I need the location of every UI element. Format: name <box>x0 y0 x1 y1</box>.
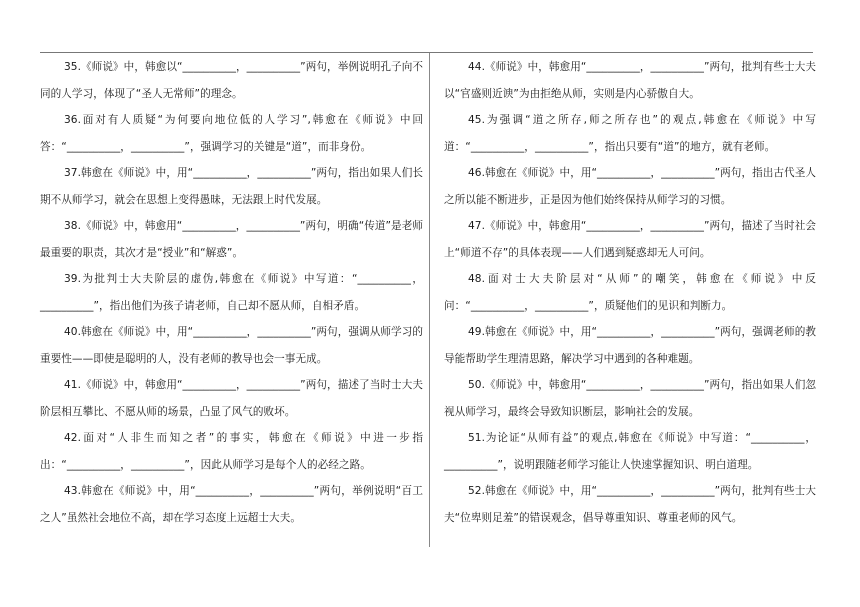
question-37: 37.韩愈在《师说》中，用“__________，__________”两句，指出如果人们长期不从师学习，就会在思想上变得愚昧，无法跟上时代发展。 <box>40 167 423 206</box>
question-46: 46.韩愈在《师说》中，用“__________，__________”两句，指出古代圣人之所以能不断进步，正是因为他们始终保持从师学习的习惯。 <box>444 167 816 206</box>
question-36: 36.面对有人质疑“为何要向地位低的人学习”,韩愈在《师说》中回答：“__________，__________”，强调学习的关键是“道”，而非身份。 <box>40 114 423 153</box>
right-column <box>444 54 816 531</box>
question-41: 41.《师说》中，韩愈用“__________，__________”两句，描述了当时士大夫阶层相互攀比、不愿从师的场景，凸显了风气的败坏。 <box>40 379 423 418</box>
question-40: 40.韩愈在《师说》中，用“__________，__________”两句，强调从师学习的重要性——即使是聪明的人，没有老师的教导也会一事无成。 <box>40 326 423 365</box>
question-43: 43.韩愈在《师说》中，用“__________，__________”两句，举例说明“百工之人”虽然社会地位不高，却在学习态度上远超士大夫。 <box>40 485 423 524</box>
column-divider <box>429 53 430 547</box>
question-47: 47.《师说》中，韩愈用“__________，__________”两句，描述了当时社会上“师道不存”的具体表现——人们遇到疑惑却无人可问。 <box>444 220 816 259</box>
question-45: 45.为强调“道之所存,师之所存也”的观点,韩愈在《师说》中写道：“__________，__________”，指出只要有“道”的地方，就有老师。 <box>444 114 816 153</box>
question-38: 38.《师说》中，韩愈用“__________，__________”两句，明确“传道”是老师最重要的职责，其次才是“授业”和“解惑”。 <box>40 220 423 259</box>
question-52: 52.韩愈在《师说》中，用“__________，__________”两句，批判有些士大夫“位卑则足羞”的错误观念，倡导尊重知识、尊重老师的风气。 <box>444 485 816 524</box>
question-48: 48.面对士大夫阶层对“从师”的嘲笑，韩愈在《师说》中反问：“__________，__________”，质疑他们的见识和判断力。 <box>444 273 816 312</box>
question-44: 44.《师说》中，韩愈用“__________，__________”两句，批判有些士大夫以“官盛则近谀”为由拒绝从师，实则是内心骄傲自大。 <box>444 61 816 100</box>
question-39: 39.为批判士大夫阶层的虚伪,韩愈在《师说》中写道：“__________，__________”，指出他们为孩子请老师，自己却不愿从师，自相矛盾。 <box>40 273 423 312</box>
question-35: 35.《师说》中，韩愈以“__________，__________”两句，举例说明孔子向不同的人学习，体现了“圣人无常师”的理念。 <box>40 61 423 100</box>
question-42: 42.面对“人非生而知之者”的事实，韩愈在《师说》中进一步指出：“__________，__________”，因此从师学习是每个人的必经之路。 <box>40 432 423 471</box>
question-49: 49.韩愈在《师说》中，用“__________，__________”两句，强调老师的教导能帮助学生理清思路，解决学习中遇到的各种难题。 <box>444 326 816 365</box>
left-column <box>40 54 423 531</box>
question-51: 51.为论证“从师有益”的观点,韩愈在《师说》中写道：“__________，__________”，说明跟随老师学习能让人快速掌握知识、明白道理。 <box>444 432 816 471</box>
top-rule <box>40 52 813 53</box>
question-50: 50.《师说》中，韩愈用“__________，__________”两句，指出如果人们忽视从师学习，最终会导致知识断层，影响社会的发展。 <box>444 379 816 418</box>
